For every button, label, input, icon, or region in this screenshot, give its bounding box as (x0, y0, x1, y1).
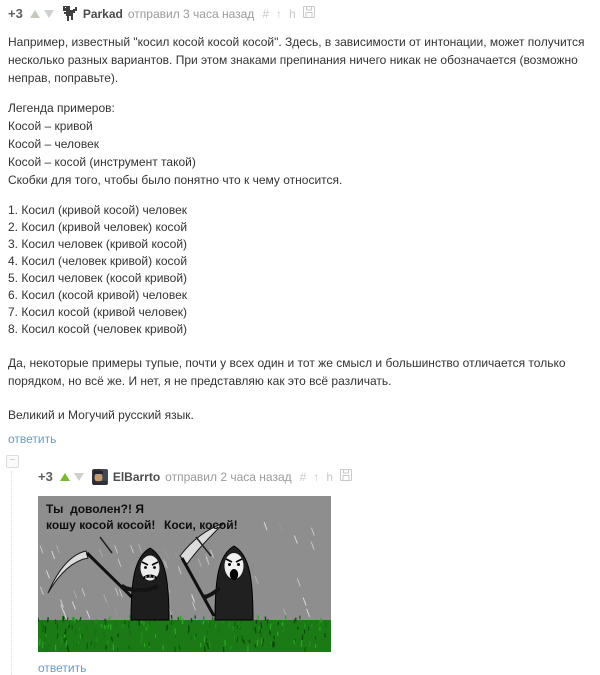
reply-link[interactable]: ответить (38, 661, 87, 675)
example-item: 4. Косил (человек кривой) косой (8, 254, 188, 268)
legend-line: Косой – кривой (8, 119, 93, 133)
comment-timestamp: отправил 3 часа назад (127, 6, 255, 21)
header-actions (262, 6, 314, 21)
scroll-to-parent-icon[interactable]: ↑ (313, 469, 320, 484)
comment-image[interactable] (38, 496, 331, 652)
comment-paragraph: Например, известный "косил косой косой косой". Здесь, в зависимости от интонации, может получится несколько разных вариантов. При этом знаками препинания ничего никак не обозначается (возможно неправ, поправьте). (8, 35, 585, 85)
comment-elbarrto (0, 454, 600, 675)
comment-paragraph: Великий и Могучий русский язык. (8, 408, 194, 422)
upvote-button[interactable] (60, 473, 70, 481)
branch-icon[interactable]: h (326, 469, 333, 484)
upvote-button[interactable] (30, 10, 40, 18)
speech-text-left-line1: Ты доволен?! Я (46, 502, 144, 516)
speech-text-right: Коси, косой! (164, 518, 238, 532)
avatar[interactable] (62, 6, 78, 21)
legend-line: Легенда примеров: (8, 101, 115, 115)
username-link[interactable]: ElBarrto (112, 469, 161, 484)
floppy-icon (303, 6, 315, 18)
user-photo-avatar (92, 469, 108, 485)
downvote-button[interactable] (44, 10, 54, 18)
collapse-button[interactable]: − (6, 455, 19, 468)
example-item: 6. Косил (косой кривой) человек (8, 288, 188, 302)
example-item: 2. Косил (кривой человек) косой (8, 220, 188, 234)
branch-icon[interactable]: h (289, 6, 296, 21)
avatar[interactable] (92, 469, 108, 485)
scroll-to-parent-icon[interactable]: ↑ (276, 6, 282, 21)
example-item: 5. Косил человек (косой кривой) (8, 271, 188, 285)
legend-block (8, 99, 598, 189)
link-icon[interactable]: # (299, 469, 307, 484)
comment-rating: +3 (38, 469, 53, 484)
example-item: 1. Косил (кривой косой) человек (8, 203, 188, 217)
example-item: 7. Косил косой (кривой человек) (8, 305, 188, 319)
save-icon[interactable] (303, 6, 315, 21)
examples-list (8, 202, 598, 338)
comment-header (38, 468, 600, 485)
legend-line: Скобки для того, чтобы было понятно что к чему относится. (8, 173, 343, 187)
reply-link[interactable]: ответить (8, 432, 57, 446)
comment-rating: +3 (8, 6, 23, 21)
link-icon[interactable]: # (262, 6, 269, 21)
floppy-icon (340, 469, 352, 481)
comment-timestamp: отправил 2 часа назад (165, 469, 292, 484)
example-item: 3. Косил человек (кривой косой) (8, 237, 188, 251)
comic-scene (38, 496, 331, 652)
save-icon[interactable] (340, 469, 352, 484)
comment-content (38, 454, 600, 675)
dino-avatar-icon (62, 6, 78, 21)
username-link[interactable]: Parkad (82, 6, 123, 21)
thread-line (11, 471, 12, 675)
header-actions (300, 469, 352, 484)
comment-paragraph: Да, некоторые примеры тупые, почти у всех один и тот же смысл и большинство отличается только порядком, но всё же. И нет, я не представляю как это всё различать. (8, 356, 566, 388)
legend-line: Косой – человек (8, 137, 100, 151)
downvote-button[interactable] (74, 473, 84, 481)
legend-line: Косой – косой (инструмент такой) (8, 155, 196, 169)
comment-header (8, 5, 600, 22)
speech-text-left-line2: кошу косой косой! (46, 518, 156, 532)
example-item: 8. Косил косой (человек кривой) (8, 322, 188, 336)
